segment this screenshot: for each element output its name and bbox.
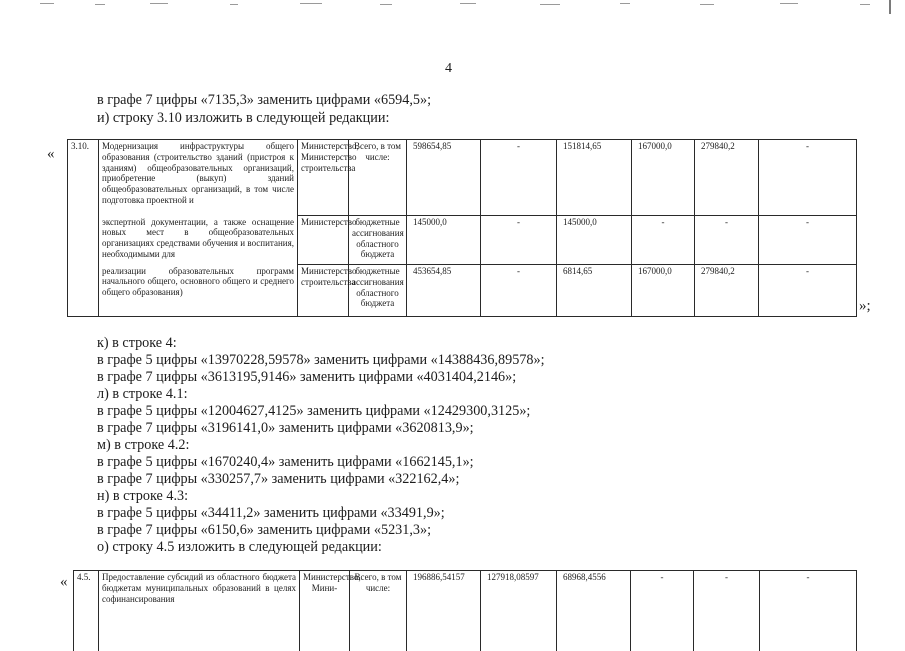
executor-cell: Министерство bbox=[298, 216, 349, 265]
scan-noise bbox=[0, 0, 905, 14]
value-col5: - bbox=[695, 216, 759, 265]
table-row-3-10 bbox=[67, 139, 857, 317]
value-col5: - bbox=[694, 571, 760, 651]
amend-line-l: л) в строке 4.1: bbox=[97, 386, 188, 402]
amend-line: в графе 7 цифры «330257,7» заменить цифрами «322162,4»; bbox=[97, 471, 460, 487]
activity-name-part-1: Модернизация инфраструктуры общего образования (строительство зданий (пристроя к зданиям) общеобразовательных организаций, приобретение (выкуп) зданий общеобразовательных организаций, в том числе подготовка проектной и bbox=[99, 140, 298, 216]
value-col5: 279840,2 bbox=[695, 265, 759, 317]
value-col2: - bbox=[481, 265, 557, 317]
value-col6: - bbox=[759, 216, 857, 265]
amend-line-k: к) в строке 4: bbox=[97, 335, 177, 351]
page-number: 4 bbox=[445, 61, 452, 76]
amend-line: в графе 5 цифры «13970228,59578» заменить цифрами «14388436,89578»; bbox=[97, 352, 545, 368]
value-col6: - bbox=[760, 571, 857, 651]
amend-line: в графе 7 цифры «6150,6» заменить цифрами «5231,3»; bbox=[97, 522, 432, 538]
source-cell: Всего, в том числе: bbox=[350, 571, 407, 651]
table2-open-quote: « bbox=[60, 574, 68, 590]
activity-name: Предоставление субсидий из областного бюджета бюджетам муниципальных образований в целях софинансирования bbox=[99, 571, 300, 651]
amend-line-n: н) в строке 4.3: bbox=[97, 488, 189, 504]
value-col3: 151814,65 bbox=[557, 140, 632, 216]
executor-cell: Министерство, Министерство строительства bbox=[298, 140, 349, 216]
value-total: 598654,85 bbox=[407, 140, 481, 216]
value-col4: 167000,0 bbox=[632, 140, 695, 216]
value-col4: - bbox=[632, 216, 695, 265]
value-col3: 6814,65 bbox=[557, 265, 632, 317]
value-col6: - bbox=[759, 140, 857, 216]
value-col4: 167000,0 bbox=[632, 265, 695, 317]
row-number: 4.5. bbox=[74, 571, 99, 651]
amend-line: в графе 5 цифры «34411,2» заменить цифрами «33491,9»; bbox=[97, 505, 445, 521]
row-number: 3.10. bbox=[68, 140, 99, 317]
intro-line-1: в графе 7 цифры «7135,3» заменить цифрами «6594,5»; bbox=[97, 92, 432, 108]
value-col5: 279840,2 bbox=[695, 140, 759, 216]
executor-cell: Министерство, Мини- bbox=[300, 571, 350, 651]
amend-line: в графе 7 цифры «3196141,0» заменить цифрами «3620813,9»; bbox=[97, 420, 474, 436]
activity-name-part-2: экспертной документации, а также оснащение новых мест в общеобразовательных организациях средствами обучения и воспитания, необходимыми для bbox=[99, 216, 298, 265]
value-col2: - bbox=[481, 140, 557, 216]
value-col3: 145000,0 bbox=[557, 216, 632, 265]
amend-line-o: о) строку 4.5 изложить в следующей редакции: bbox=[97, 539, 382, 555]
amend-line: в графе 5 цифры «12004627,4125» заменить цифрами «12429300,3125»; bbox=[97, 403, 531, 419]
value-col6: - bbox=[759, 265, 857, 317]
source-cell: бюджетные ассигнования областного бюджета bbox=[349, 216, 407, 265]
source-cell: Всего, в том числе: bbox=[349, 140, 407, 216]
amend-line: в графе 5 цифры «1670240,4» заменить цифрами «1662145,1»; bbox=[97, 454, 474, 470]
value-col4: - bbox=[631, 571, 694, 651]
value-col2: 127918,08597 bbox=[481, 571, 557, 651]
value-total: 196886,54157 bbox=[407, 571, 481, 651]
table1-open-quote: « bbox=[47, 146, 55, 162]
value-col3: 68968,4556 bbox=[557, 571, 631, 651]
source-cell: бюджетные ассигнования областного бюджета bbox=[349, 265, 407, 317]
amend-line: в графе 7 цифры «3613195,9146» заменить цифрами «4031404,2146»; bbox=[97, 369, 517, 385]
table-row-4-5 bbox=[73, 570, 857, 651]
value-total: 453654,85 bbox=[407, 265, 481, 317]
table1-close-quote: »; bbox=[859, 298, 871, 314]
amend-line-m: м) в строке 4.2: bbox=[97, 437, 190, 453]
intro-line-2: и) строку 3.10 изложить в следующей редакции: bbox=[97, 110, 390, 126]
value-col2: - bbox=[481, 216, 557, 265]
activity-name-part-3: реализации образовательных программ начального общего, основного общего и среднего общего образования) bbox=[99, 265, 298, 317]
value-total: 145000,0 bbox=[407, 216, 481, 265]
executor-cell: Министерство строительства bbox=[298, 265, 349, 317]
